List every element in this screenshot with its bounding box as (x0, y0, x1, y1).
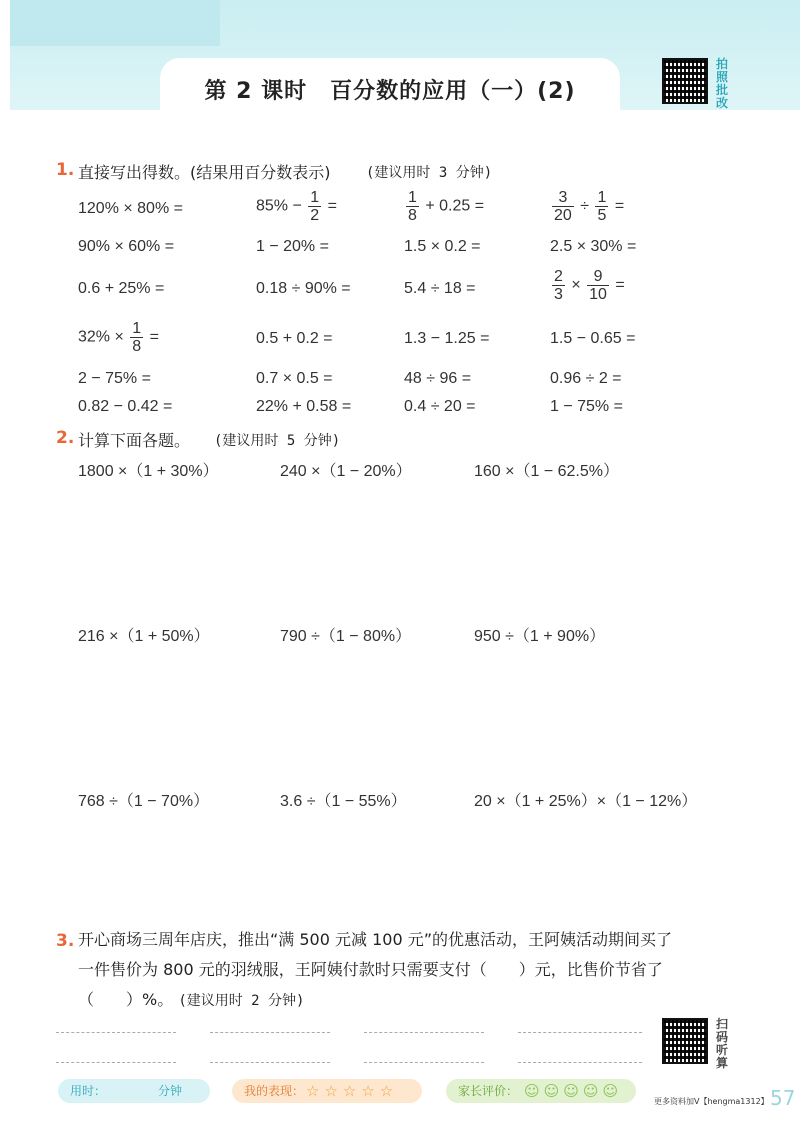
fraction (587, 268, 609, 303)
denominator: 8 (132, 338, 142, 355)
q2-expr: 240 ×（1 − 20%） (280, 463, 412, 480)
q2-text: 计算下面各题。 (78, 431, 191, 450)
q1-text: 直接写出得数。(结果用百分数表示) (78, 163, 331, 182)
numerator: 3 (552, 189, 574, 207)
qr-label-char: 照 (716, 70, 729, 84)
star-icon[interactable]: ☆☆☆☆☆ (306, 1082, 399, 1100)
fraction (552, 189, 574, 224)
q3-line: 一件售价为 800 元的羽绒服，王阿姨付款时只需要支付（ ）元，比售价节省了 (78, 960, 663, 979)
smiley-icon[interactable]: ☺☺☺☺☺ (524, 1082, 623, 1100)
numerator: 1 (132, 320, 142, 337)
q1-expr (256, 189, 337, 224)
q1-hint: (建议用时 3 分钟) (366, 165, 493, 181)
q1-expr (78, 320, 159, 355)
q1-expr: 1.5 × 0.2 = (404, 238, 481, 255)
qr-label-char: 码 (716, 1030, 729, 1044)
q2-expr: 3.6 ÷（1 − 55%） (280, 793, 407, 810)
q1-expr: 0.5 + 0.2 = (256, 330, 333, 347)
answer-line[interactable] (364, 1062, 484, 1063)
qr-label-char: 算 (716, 1056, 729, 1070)
header-tab (10, 0, 220, 46)
q3-blank-text: （ ）%。 (78, 990, 174, 1009)
q1-expr (550, 268, 625, 303)
q1-expr: 2 − 75% = (78, 370, 151, 387)
time-label: 用时： (70, 1084, 107, 1098)
q2-expr: 950 ÷（1 + 90%） (474, 628, 606, 645)
q1-expr (550, 189, 624, 224)
expr-part: 85% − (256, 197, 302, 215)
performance-label: 我的表现： (244, 1084, 305, 1098)
denominator: 10 (589, 286, 607, 303)
fraction (552, 268, 565, 303)
q1-expr: 1.5 − 0.65 = (550, 330, 636, 347)
q1-expr: 5.4 ÷ 18 = (404, 280, 476, 297)
answer-line[interactable] (518, 1032, 642, 1033)
q1-expr: 0.82 − 0.42 = (78, 398, 173, 415)
q3-hint: (建议用时 2 分钟) (178, 993, 305, 1009)
page-title: 第 2 课时 百分数的应用（一）(2) (204, 79, 576, 104)
time-unit: 分钟 (158, 1084, 183, 1098)
operator: ÷ (580, 197, 590, 215)
expr-part: + 0.25 = (425, 197, 485, 215)
q1-expr (404, 189, 484, 224)
numerator: 2 (554, 268, 563, 285)
q2-expr: 768 ÷（1 − 70%） (78, 793, 210, 810)
numerator: 9 (587, 268, 609, 286)
q1-number: 1. (56, 160, 75, 180)
q2-expr: 790 ÷（1 − 80%） (280, 628, 412, 645)
q2-expr: 20 ×（1 + 25%）×（1 − 12%） (474, 793, 698, 810)
q1-expr: 0.6 + 25% = (78, 280, 165, 297)
q1-expr: 0.96 ÷ 2 = (550, 370, 622, 387)
operator: × (571, 276, 581, 294)
answer-line[interactable] (56, 1032, 176, 1033)
q3-line: 开心商场三周年店庆，推出“满 500 元减 100 元”的优惠活动，王阿姨活动期间买了 (78, 930, 673, 949)
time-pill (58, 1079, 210, 1103)
qr-code-icon[interactable] (662, 58, 708, 104)
qr-label-top (716, 58, 730, 110)
denominator: 2 (310, 207, 320, 224)
q2-number: 2. (56, 428, 75, 448)
q2-expr: 216 ×（1 + 50%） (78, 628, 210, 645)
expr-part: = (327, 197, 337, 215)
performance-pill (232, 1079, 422, 1103)
q1-expr: 0.18 ÷ 90% = (256, 280, 351, 297)
page-number: 57 (770, 1086, 796, 1110)
fraction (308, 189, 321, 224)
answer-line[interactable] (210, 1032, 330, 1033)
q1-expr: 1 − 75% = (550, 398, 623, 415)
numerator: 1 (310, 189, 320, 206)
qr-label-char: 扫 (716, 1017, 729, 1031)
q1-expr: 22% + 0.58 = (256, 398, 352, 415)
fraction (406, 189, 419, 224)
numerator: 1 (408, 189, 417, 206)
answer-line[interactable] (518, 1062, 642, 1063)
answer-line[interactable] (56, 1062, 176, 1063)
expr-part: = (614, 197, 625, 215)
denominator: 5 (597, 207, 607, 224)
expr-part: = (149, 328, 159, 346)
qr-label-char: 听 (716, 1043, 729, 1057)
q2-hint: (建议用时 5 分钟) (214, 433, 341, 449)
fraction (595, 189, 608, 224)
q3-line (78, 985, 304, 1016)
q1-expr: 120% × 80% = (78, 200, 183, 217)
q3-number: 3. (56, 931, 75, 951)
q2-expr: 160 ×（1 − 62.5%） (474, 463, 619, 480)
parent-review-pill (446, 1079, 636, 1103)
denominator: 20 (554, 207, 572, 224)
q1-expr: 0.7 × 0.5 = (256, 370, 333, 387)
q2-expr: 1800 ×（1 + 30%） (78, 463, 219, 480)
qr-label-char: 拍 (716, 57, 729, 71)
parent-review-label: 家长评价： (458, 1084, 519, 1098)
qr-label-char: 改 (716, 96, 729, 110)
q1-expr: 48 ÷ 96 = (404, 370, 472, 387)
qr-code-icon[interactable] (662, 1018, 708, 1064)
numerator: 1 (597, 189, 607, 206)
expr-part: 32% × (78, 328, 124, 346)
denominator: 8 (408, 207, 417, 224)
q1-expr: 90% × 60% = (78, 238, 175, 255)
denominator: 3 (554, 286, 563, 303)
q1-expr: 1 − 20% = (256, 238, 329, 255)
qr-label-bottom (716, 1018, 730, 1070)
q1-expr: 2.5 × 30% = (550, 238, 637, 255)
qr-label-char: 批 (716, 83, 729, 97)
expr-part: = (615, 276, 625, 294)
answer-line[interactable] (210, 1062, 330, 1063)
answer-line[interactable] (364, 1032, 484, 1033)
footer-note: 更多资料加V【hengma1312】 (654, 1097, 769, 1106)
q1-expr: 1.3 − 1.25 = (404, 330, 490, 347)
fraction (130, 320, 143, 355)
q1-expr: 0.4 ÷ 20 = (404, 398, 476, 415)
